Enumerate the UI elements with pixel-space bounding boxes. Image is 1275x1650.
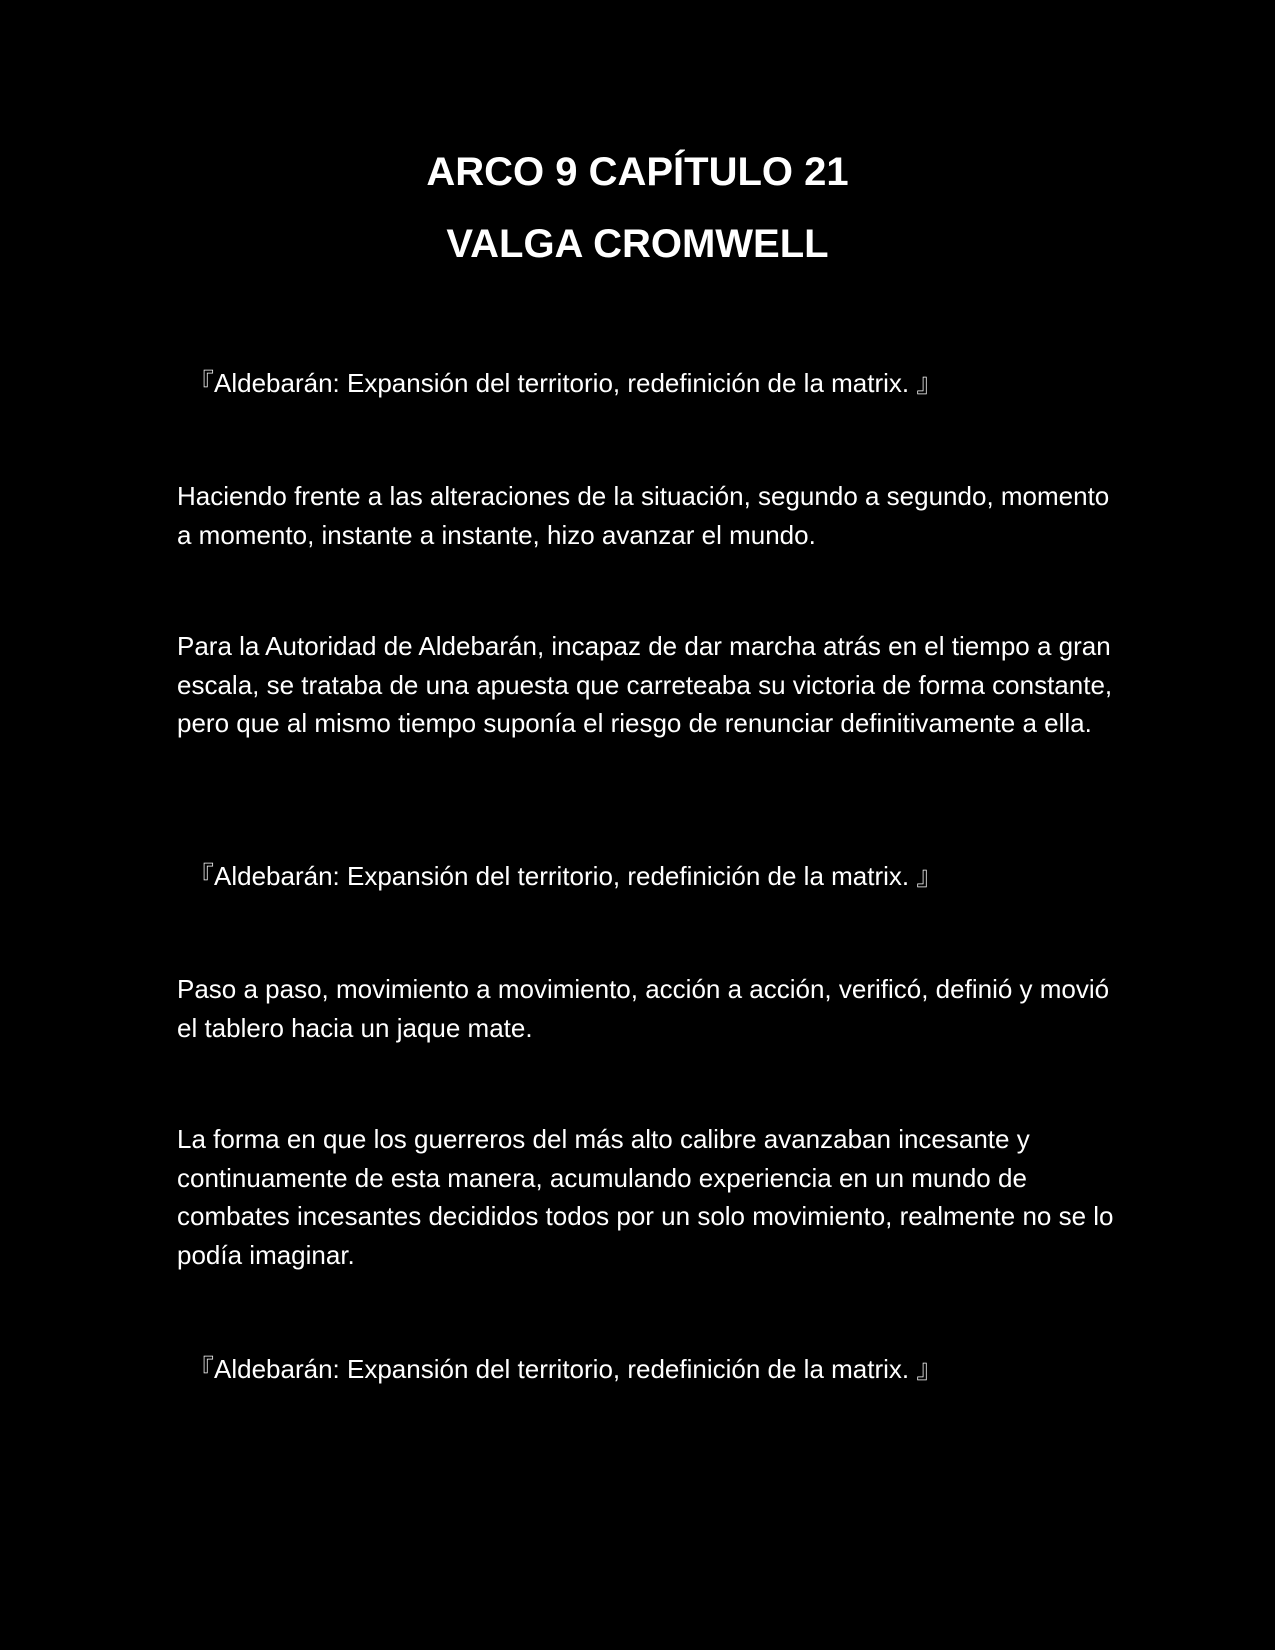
quote-line: 『Aldebarán: Expansión del territorio, redefinición de la matrix. 』 <box>188 861 943 891</box>
quote-line: 『Aldebarán: Expansión del territorio, redefinición de la matrix. 』 <box>188 1354 943 1384</box>
chapter-heading: ARCO 9 CAPÍTULO 21 <box>426 150 849 194</box>
paragraph: La forma en que los guerreros del más alto calibre avanzaban incesante y continuamente de esta manera, acumulando experiencia en un mundo de combates incesantes decididos todos por un solo movimiento, realmente no se lo podía imaginar. <box>177 1124 1114 1270</box>
paragraph: Para la Autoridad de Aldebarán, incapaz de dar marcha atrás en el tiempo a gran escala, se trataba de una apuesta que carreteaba su victoria de forma constante, pero que al mismo tiempo suponía el riesgo de renunciar definitivamente a ella. <box>177 631 1113 738</box>
quote-line: 『Aldebarán: Expansión del territorio, redefinición de la matrix. 』 <box>188 368 943 398</box>
paragraph: Paso a paso, movimiento a movimiento, acción a acción, verificó, definió y movió el tablero hacia un jaque mate. <box>177 974 1110 1043</box>
paragraph: Haciendo frente a las alteraciones de la situación, segundo a segundo, momento a momento, instante a instante, hizo avanzar el mundo. <box>177 481 1110 550</box>
chapter-title: VALGA CROMWELL <box>446 222 829 266</box>
